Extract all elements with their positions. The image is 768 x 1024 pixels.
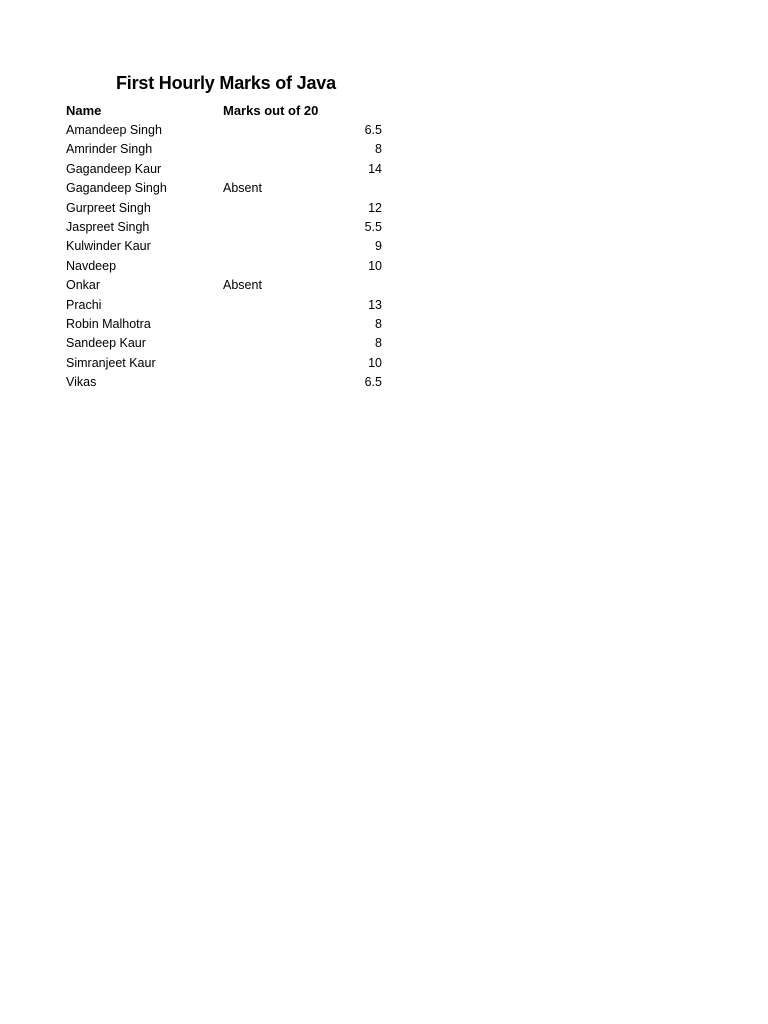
marks-value: 6.5 <box>364 375 382 390</box>
marks-value: 12 <box>368 200 382 215</box>
page-title: First Hourly Marks of Java <box>116 73 336 93</box>
student-name: Sandeep Kaur <box>66 336 146 351</box>
student-name: Gurpreet Singh <box>66 200 151 215</box>
table-row <box>66 276 384 295</box>
student-name: Gagandeep Kaur <box>66 161 162 176</box>
status-text: Absent <box>223 181 262 196</box>
table-row <box>66 179 384 198</box>
table-row <box>66 237 384 256</box>
marks-value: 8 <box>375 316 382 331</box>
table-row <box>66 373 384 392</box>
student-name: Kulwinder Kaur <box>66 239 151 254</box>
table-row <box>66 257 384 276</box>
student-name: Jaspreet Singh <box>66 219 150 234</box>
marks-value: 8 <box>375 336 382 351</box>
header-name: Name <box>66 103 102 118</box>
student-name: Amrinder Singh <box>66 142 153 157</box>
student-name: Gagandeep Singh <box>66 181 167 196</box>
marks-value: 10 <box>368 258 382 273</box>
student-name: Robin Malhotra <box>66 316 151 331</box>
marks-value: 14 <box>368 161 382 176</box>
table-row <box>66 315 384 334</box>
header-marks: Marks out of 20 <box>223 103 319 118</box>
student-name: Onkar <box>66 278 101 293</box>
student-name: Navdeep <box>66 258 117 273</box>
marks-value: 9 <box>375 239 382 254</box>
marks-value: 6.5 <box>364 123 382 137</box>
marks-value: 8 <box>375 142 382 157</box>
student-name: Amandeep Singh <box>66 123 162 137</box>
marks-value: 13 <box>368 297 382 312</box>
table-row <box>66 354 384 373</box>
table-row <box>66 199 384 218</box>
student-name: Simranjeet Kaur <box>66 355 156 370</box>
student-name: Vikas <box>66 375 97 390</box>
table-row <box>66 160 384 179</box>
table-row <box>66 296 384 315</box>
marks-value: 5.5 <box>364 219 382 234</box>
marks-value: 10 <box>368 355 382 370</box>
table-row <box>66 121 384 140</box>
student-name: Prachi <box>66 297 102 312</box>
status-text: Absent <box>223 278 262 293</box>
table-header-row <box>66 101 384 121</box>
table-row <box>66 218 384 237</box>
table-row <box>66 334 384 353</box>
table-row <box>66 140 384 159</box>
marks-table <box>66 101 384 392</box>
